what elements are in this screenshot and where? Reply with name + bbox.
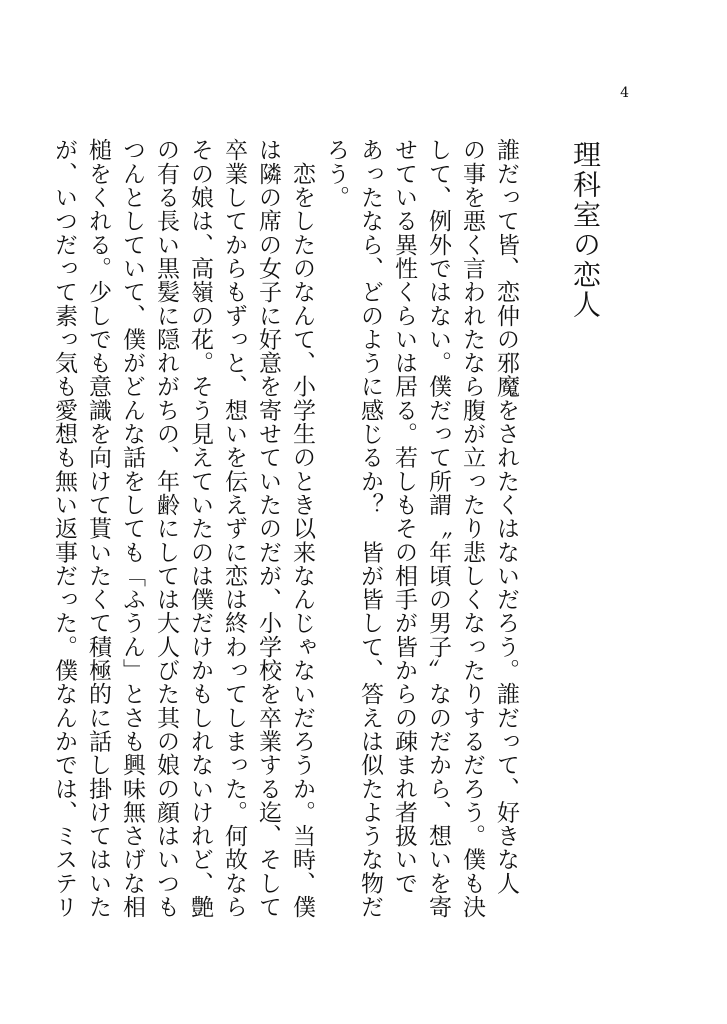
text-line: して、例外ではない。僕だって所謂〝年頃の男子〟なのだから、想いを寄: [425, 138, 451, 919]
text-line: 槌をくれる。少しでも意識を向けて貰いたくて積極的に話し掛けてはいた: [85, 138, 111, 919]
text-line: は隣の席の女子に好意を寄せていたのだが、小学校を卒業する迄、そして: [255, 138, 281, 919]
text-line: の有る長い黒髪に隠れがちの、年齢にしては大人びた其の娘の顔はいつも: [153, 138, 179, 919]
novel-text-block: [47, 138, 609, 919]
text-line: その娘は、高嶺の花。そう見えていたのは僕だけかもしれないけれど、艶: [187, 138, 213, 919]
text-line: ろう。: [323, 138, 349, 209]
text-line: あったなら、どのように感じるか？ 皆が皆して、答えは似たような物だ: [357, 138, 383, 919]
page-number: 4: [620, 85, 629, 101]
chapter-title: 理科室の恋人: [569, 140, 602, 320]
text-line: 誰だって皆、恋仲の邪魔をされたくはないだろう。誰だって、好きな人: [493, 138, 519, 895]
text-line: せている異性くらいは居る。若しもその相手が皆からの疎まれ者扱いで: [391, 138, 417, 895]
text-line: つんとしていて、僕がどんな話をしても「ふうん」とさも興味無さげな相: [119, 138, 145, 919]
text-line: の事を悪く言われたなら腹が立ったり悲しくなったりするだろう。僕も決: [459, 138, 485, 919]
paragraph-1: [319, 138, 523, 919]
text-line: 恋をしたのなんて、小学生のとき以来なんじゃないだろうか。当時、僕: [289, 138, 315, 919]
text-line: 卒業してからもずっと、想いを伝えずに恋は終わってしまった。何故なら: [221, 138, 247, 919]
paragraph-2: [47, 138, 319, 919]
text-line: が、いつだって素っ気も愛想も無い返事だった。僕なんかでは、ミステリ: [51, 138, 77, 919]
